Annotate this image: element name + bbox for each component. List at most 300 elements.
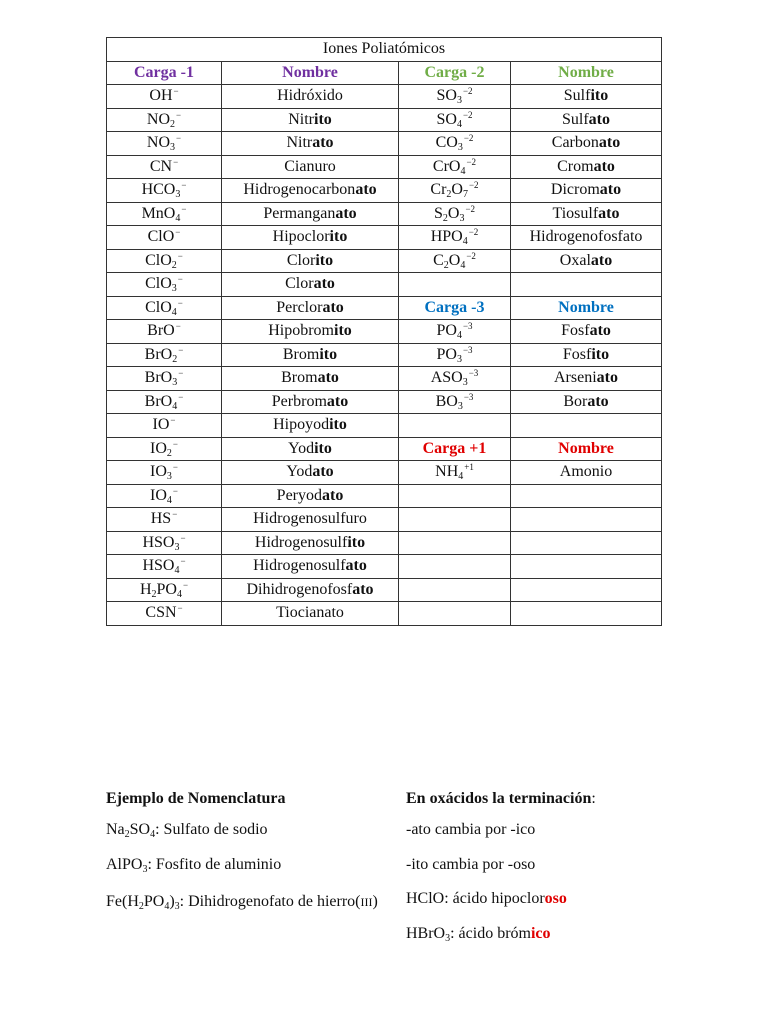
text-run: : ácido bróm xyxy=(450,924,531,942)
ion-name-cell xyxy=(511,461,662,485)
text-run: AlPO xyxy=(106,855,143,873)
table-row xyxy=(107,132,662,156)
superscript: − xyxy=(173,156,179,167)
polyatomic-ions-table xyxy=(106,37,662,626)
table-row xyxy=(107,320,662,344)
text-run: HCO xyxy=(141,181,176,199)
text-run: Dicrom xyxy=(550,181,600,199)
text-run: : Dihidrogenofato de hierro( xyxy=(179,893,361,911)
ion-name-cell xyxy=(511,602,662,626)
header-carga-1: Carga -1 xyxy=(107,61,222,85)
text-run: Hipoclor xyxy=(272,228,330,246)
text-run: IO xyxy=(150,463,167,481)
ion-formula-cell xyxy=(107,343,222,367)
suffix-bold: ito xyxy=(314,110,332,128)
ion-name-cell xyxy=(511,508,662,532)
ion-name-cell xyxy=(222,296,399,320)
text-run: Brom xyxy=(282,345,320,363)
ion-formula-cell xyxy=(107,508,222,532)
table-title-row xyxy=(107,38,662,62)
subscript: 4 xyxy=(166,494,172,506)
ion-name-cell xyxy=(222,320,399,344)
suffix-bold: ato xyxy=(355,181,377,199)
subscript: 2 xyxy=(443,259,449,271)
ion-formula-cell xyxy=(399,179,511,203)
ion-formula-cell xyxy=(399,108,511,132)
subscript: 3 xyxy=(456,95,462,107)
subscript: 3 xyxy=(175,189,181,201)
suffix-bold: ato xyxy=(587,392,609,410)
text-run: IO xyxy=(150,439,167,457)
subscript: 4 xyxy=(460,259,466,271)
suffix-bold: ito xyxy=(329,228,348,246)
suffix-bold: ito xyxy=(590,87,609,105)
text-run: PO xyxy=(156,580,177,598)
table-row xyxy=(107,484,662,508)
text-run: CSN xyxy=(145,604,177,622)
text-run: CO xyxy=(435,134,458,152)
superscript: − xyxy=(176,133,182,144)
subscript: 3 xyxy=(174,901,180,913)
superscript: − xyxy=(178,391,184,402)
table-row xyxy=(107,108,662,132)
superscript: −2 xyxy=(465,203,476,214)
ion-formula-cell xyxy=(399,414,511,438)
ion-formula-cell xyxy=(399,578,511,602)
superscript: − xyxy=(181,180,187,191)
suffix-bold: ato xyxy=(352,580,374,598)
text-run: CrO xyxy=(432,157,461,175)
subscript: 3 xyxy=(166,471,172,483)
ion-name-cell xyxy=(222,367,399,391)
ion-formula-cell xyxy=(107,249,222,273)
ion-name-cell xyxy=(222,437,399,461)
ion-formula-cell xyxy=(107,202,222,226)
superscript: − xyxy=(172,438,178,449)
ion-formula-cell xyxy=(399,390,511,414)
example-line-3 xyxy=(106,890,396,913)
table-row xyxy=(107,273,662,297)
table-row xyxy=(107,343,662,367)
superscript: −2 xyxy=(462,109,473,120)
text-run: H xyxy=(139,580,152,598)
ion-formula-cell xyxy=(107,578,222,602)
ion-name-cell xyxy=(511,85,662,109)
text-run: O xyxy=(447,204,460,222)
text-run: MnO xyxy=(141,204,176,222)
ion-formula-cell xyxy=(399,531,511,555)
ion-name-cell xyxy=(222,85,399,109)
ion-formula-cell xyxy=(107,390,222,414)
ion-formula-cell xyxy=(399,155,511,179)
charge-header-cell: Carga +1 xyxy=(399,437,511,461)
text-run: Bor xyxy=(563,392,588,410)
suffix-bold: ato xyxy=(312,463,334,481)
ion-name-cell xyxy=(222,602,399,626)
ion-name-cell xyxy=(511,343,662,367)
text-run: SO xyxy=(436,110,457,128)
subscript: 2 xyxy=(151,588,157,600)
suffix-bold: ato xyxy=(312,134,334,152)
table-row xyxy=(107,508,662,532)
text-run: BrO xyxy=(147,322,175,340)
suffix-highlight: oso xyxy=(544,890,567,908)
ion-formula-cell xyxy=(399,461,511,485)
text-run: -ito cambia por -oso xyxy=(406,855,536,873)
subscript: 3 xyxy=(459,212,465,224)
suffix-bold: ito xyxy=(591,345,610,363)
subscript: 4 xyxy=(176,588,182,600)
ion-name-cell xyxy=(222,202,399,226)
text-run: HClO: ácido hipoclor xyxy=(406,890,545,908)
text-run: HS xyxy=(150,510,172,528)
table-row xyxy=(107,555,662,579)
text-run: IO xyxy=(152,416,170,434)
ion-name-cell xyxy=(511,273,662,297)
subscript: 3 xyxy=(172,377,178,389)
text-run: ClO xyxy=(145,251,172,269)
superscript: − xyxy=(180,556,186,567)
roman-numeral: III xyxy=(360,895,373,910)
ion-formula-cell xyxy=(107,437,222,461)
ion-formula-cell xyxy=(107,555,222,579)
subscript: 7 xyxy=(462,189,468,201)
text-run: ) xyxy=(169,893,175,911)
text-run: O xyxy=(451,181,463,199)
suffix-bold: ato xyxy=(313,275,335,293)
oxacid-rule-section xyxy=(406,790,706,943)
ion-formula-cell xyxy=(107,531,222,555)
text-run: Oxal xyxy=(559,251,591,269)
text-run: Cianuro xyxy=(284,157,336,175)
ion-formula-cell xyxy=(399,343,511,367)
table-row xyxy=(107,531,662,555)
superscript: −3 xyxy=(468,368,479,379)
ion-name-cell xyxy=(222,179,399,203)
header-nombre-1: Nombre xyxy=(222,61,399,85)
ion-name-cell xyxy=(222,414,399,438)
text-run: Amonio xyxy=(559,463,613,481)
ion-formula-cell xyxy=(399,484,511,508)
text-run: Clor xyxy=(286,251,316,269)
ion-formula-cell xyxy=(399,132,511,156)
ion-name-cell xyxy=(222,273,399,297)
oxacid-heading-line xyxy=(406,790,706,808)
suffix-bold: ato xyxy=(322,298,344,316)
table-header-row xyxy=(107,61,662,85)
suffix-bold: ato xyxy=(599,181,622,199)
superscript: −2 xyxy=(466,156,477,167)
subscript: 2 xyxy=(171,259,177,271)
subscript: 2 xyxy=(442,212,448,224)
text-run: ClO xyxy=(145,298,172,316)
text-run: Brom xyxy=(281,369,318,387)
superscript: −3 xyxy=(463,391,474,402)
name-header-cell: Nombre xyxy=(511,437,662,461)
text-run: Hipobrom xyxy=(268,322,334,340)
ion-formula-cell xyxy=(399,273,511,297)
text-run: Permangan xyxy=(263,204,336,222)
name-header-cell: Nombre xyxy=(511,296,662,320)
table-row xyxy=(107,226,662,250)
ion-name-cell xyxy=(222,390,399,414)
superscript: − xyxy=(172,509,178,520)
text-run: HPO xyxy=(430,228,463,246)
text-run: ASO xyxy=(430,369,463,387)
nomenclature-example-section xyxy=(106,790,396,913)
ion-formula-cell xyxy=(107,85,222,109)
text-run: S xyxy=(433,204,443,222)
ion-formula-cell xyxy=(107,320,222,344)
superscript: −2 xyxy=(462,86,473,97)
text-run: Hidrogenofosfato xyxy=(529,228,643,246)
ion-name-cell xyxy=(511,367,662,391)
ion-formula-cell xyxy=(107,108,222,132)
subscript: 4 xyxy=(456,118,462,130)
ion-formula-cell xyxy=(107,132,222,156)
text-run: BrO xyxy=(144,345,173,363)
text-run: Sulf xyxy=(563,87,591,105)
subscript: 3 xyxy=(457,142,463,154)
ion-name-cell xyxy=(511,484,662,508)
subscript: 4 xyxy=(171,306,177,318)
example-line-1 xyxy=(106,821,396,839)
ion-formula-cell xyxy=(107,461,222,485)
superscript: − xyxy=(178,344,184,355)
subscript: 3 xyxy=(456,353,462,365)
subscript: 3 xyxy=(171,283,177,295)
text-run: Fosf xyxy=(562,345,592,363)
text-run: HBrO xyxy=(406,924,446,942)
ion-name-cell xyxy=(511,249,662,273)
superscript: − xyxy=(172,485,178,496)
ion-name-cell xyxy=(222,226,399,250)
text-run: Carbon xyxy=(551,134,599,152)
superscript: −2 xyxy=(466,250,476,261)
subscript: 3 xyxy=(174,541,180,553)
superscript: − xyxy=(177,297,183,308)
text-run: CN xyxy=(149,157,173,175)
subscript: 2 xyxy=(172,353,178,365)
subscript: 4 xyxy=(456,330,462,342)
text-run: Hipoyod xyxy=(273,416,330,434)
ion-name-cell xyxy=(222,343,399,367)
ion-name-cell xyxy=(511,202,662,226)
ion-name-cell xyxy=(222,508,399,532)
text-run: Hidrogenosulf xyxy=(253,557,346,575)
text-run: Nitr xyxy=(288,110,314,128)
ion-formula-cell xyxy=(399,555,511,579)
ion-formula-cell xyxy=(399,508,511,532)
subscript: 4 xyxy=(150,829,156,841)
text-run: Yod xyxy=(286,463,313,481)
suffix-bold: ato xyxy=(598,134,621,152)
text-run: : Sulfato de sodio xyxy=(155,821,268,839)
text-run: SO xyxy=(129,821,151,839)
text-run: C xyxy=(433,251,444,269)
superscript: − xyxy=(175,227,181,238)
superscript: − xyxy=(175,321,181,332)
ion-name-cell xyxy=(511,578,662,602)
text-run: NH xyxy=(435,463,459,481)
charge-header-cell: Carga -3 xyxy=(399,296,511,320)
text-run: HSO xyxy=(142,533,175,551)
superscript: −2 xyxy=(468,180,479,191)
ion-formula-cell xyxy=(399,602,511,626)
ion-formula-cell xyxy=(107,414,222,438)
subscript: 2 xyxy=(446,189,452,201)
text-run: Hidróxido xyxy=(277,87,343,105)
superscript: − xyxy=(180,532,186,543)
ion-name-cell xyxy=(222,155,399,179)
text-run: Peryod xyxy=(276,486,322,504)
text-run: HSO xyxy=(142,557,175,575)
text-run: PO xyxy=(436,322,457,340)
superscript: − xyxy=(173,86,179,97)
oxacid-line-4 xyxy=(406,925,706,943)
ion-name-cell xyxy=(511,390,662,414)
superscript: +1 xyxy=(464,462,474,473)
ion-name-cell xyxy=(511,226,662,250)
text-run: Dihidrogenofosf xyxy=(246,580,353,598)
table-row xyxy=(107,249,662,273)
subscript: 3 xyxy=(457,400,463,412)
superscript: − xyxy=(177,250,183,261)
suffix-bold: ato xyxy=(317,369,339,387)
suffix-bold: ito xyxy=(334,322,352,340)
table-row xyxy=(107,461,662,485)
oxacid-line-3 xyxy=(406,890,706,908)
ion-name-cell xyxy=(511,555,662,579)
table-row xyxy=(107,155,662,179)
table-row xyxy=(107,390,662,414)
suffix-bold: ato xyxy=(589,322,611,340)
table-row xyxy=(107,179,662,203)
table-row xyxy=(107,414,662,438)
suffix-bold: ito xyxy=(314,439,332,457)
text-run: NO xyxy=(146,110,171,128)
subscript: 3 xyxy=(445,932,451,944)
oxacid-line-1 xyxy=(406,821,706,839)
text-run: ClO xyxy=(145,275,172,293)
superscript: − xyxy=(177,274,183,285)
text-run: Cr xyxy=(430,181,447,199)
table-row xyxy=(107,367,662,391)
superscript: − xyxy=(178,368,184,379)
ion-name-cell xyxy=(222,108,399,132)
subscript: 3 xyxy=(142,863,148,875)
text-run: Hidrogenocarbon xyxy=(243,181,356,199)
text-run: Fe(H xyxy=(106,893,139,911)
subscript: 2 xyxy=(138,901,144,913)
text-run: BrO xyxy=(144,392,173,410)
ion-name-cell xyxy=(222,484,399,508)
ion-formula-cell xyxy=(399,249,511,273)
text-run: BrO xyxy=(144,369,173,387)
text-run: Tiosulf xyxy=(552,204,599,222)
text-run: OH xyxy=(149,87,173,105)
superscript: −2 xyxy=(463,133,474,144)
ion-name-cell xyxy=(511,155,662,179)
superscript: −3 xyxy=(462,344,473,355)
subscript: 2 xyxy=(170,118,176,130)
ion-formula-cell xyxy=(107,367,222,391)
subscript: 4 xyxy=(174,565,180,577)
superscript: − xyxy=(181,203,187,214)
suffix-highlight: ico xyxy=(530,924,551,942)
text-run: Sulf xyxy=(562,110,589,128)
superscript: − xyxy=(176,109,182,120)
text-run: IO xyxy=(150,486,167,504)
example-line-2 xyxy=(106,856,396,874)
ion-name-cell xyxy=(511,179,662,203)
text-run: Na xyxy=(106,821,125,839)
superscript: −2 xyxy=(468,227,479,238)
suffix-bold: ato xyxy=(335,204,357,222)
suffix-bold: ato xyxy=(598,204,620,222)
ion-formula-cell xyxy=(399,226,511,250)
ion-name-cell xyxy=(511,108,662,132)
text-run: : Fosfito de aluminio xyxy=(147,855,282,873)
text-run: Fosf xyxy=(561,322,590,340)
ion-formula-cell xyxy=(399,202,511,226)
table-row xyxy=(107,85,662,109)
text-run: Arseni xyxy=(554,369,597,387)
suffix-bold: ato xyxy=(596,369,618,387)
text-run: Clor xyxy=(285,275,314,293)
ion-name-cell xyxy=(222,461,399,485)
ion-formula-cell xyxy=(399,367,511,391)
superscript: − xyxy=(170,415,176,426)
ion-name-cell xyxy=(511,414,662,438)
ion-formula-cell xyxy=(107,273,222,297)
table-row xyxy=(107,202,662,226)
text-run: -ato cambia por -ico xyxy=(406,821,536,839)
ion-formula-cell xyxy=(107,155,222,179)
text-run: PO xyxy=(143,893,165,911)
table-row xyxy=(107,296,662,320)
ion-name-cell xyxy=(511,320,662,344)
subscript: 4 xyxy=(175,212,181,224)
subscript: 3 xyxy=(170,142,176,154)
subscript: 2 xyxy=(124,829,130,841)
header-nombre-2: Nombre xyxy=(511,61,662,85)
table-row xyxy=(107,578,662,602)
suffix-bold: ato xyxy=(590,251,613,269)
ion-formula-cell xyxy=(107,602,222,626)
text-run: Yod xyxy=(288,439,315,457)
suffix-bold: ato xyxy=(588,110,610,128)
example-heading: Ejemplo de Nomenclatura xyxy=(106,790,286,807)
suffix-bold: ato xyxy=(322,486,344,504)
ion-name-cell xyxy=(222,578,399,602)
text-run: Nitr xyxy=(286,134,313,152)
ion-name-cell xyxy=(222,555,399,579)
text-run: Perbrom xyxy=(271,392,327,410)
text-run: ClO xyxy=(147,228,175,246)
header-carga-2: Carga -2 xyxy=(399,61,511,85)
text-run: NO xyxy=(146,134,171,152)
subscript: 4 xyxy=(462,236,468,248)
superscript: −3 xyxy=(462,321,473,332)
text-run: Hidrogenosulf xyxy=(254,533,348,551)
subscript: 4 xyxy=(164,901,170,913)
suffix-bold: ito xyxy=(315,251,334,269)
ion-formula-cell xyxy=(399,320,511,344)
text-run: Tiocianato xyxy=(276,604,344,622)
text-run: PO xyxy=(436,345,457,363)
ion-formula-cell xyxy=(107,226,222,250)
